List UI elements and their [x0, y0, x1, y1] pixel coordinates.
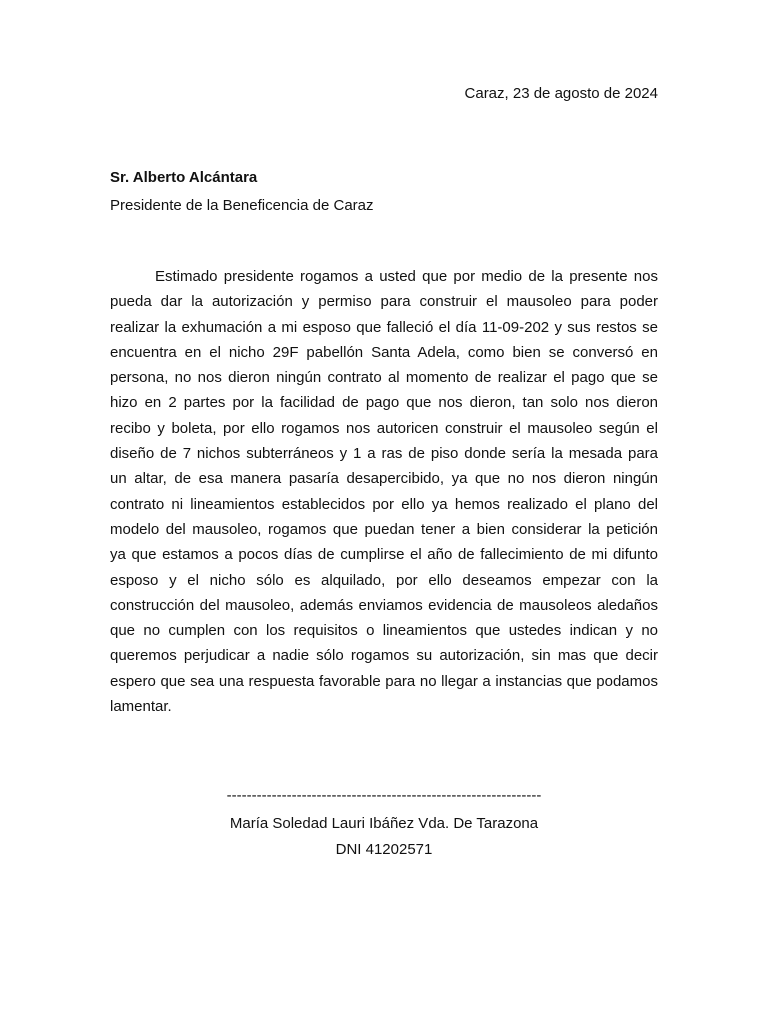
recipient-name: Sr. Alberto Alcántara — [110, 169, 258, 186]
date-line: Caraz, 23 de agosto de 2024 — [464, 85, 658, 102]
body-line: Estimado presidente rogamos a usted que por medio de la presente nos — [155, 268, 658, 285]
body-line: encuentra en el nicho 29F pabellón Santa Adela, como bien se conversó en — [110, 343, 658, 361]
body-line: contrato ni lineamientos establecidos por ello ya hemos realizado el plano del — [110, 495, 658, 513]
body-line: que no cumplen con los requisitos o lineamientos que ustedes indican y no — [110, 622, 658, 640]
recipient-title: Presidente de la Beneficencia de Caraz — [110, 197, 374, 214]
body-line: un altar, de esa manera pasaría desapercibido, ya que no nos dieron ningún — [110, 470, 658, 488]
body-line: espero que sea una respuesta favorable para no llegar a instancias que podamos — [110, 672, 658, 690]
body-line: recibo y boleta, por ello rogamos nos autoricen construir el mausoleo según el — [110, 419, 658, 437]
body-line: hizo en 2 partes por la facilidad de pago que nos dieron, tan solo nos dieron — [110, 394, 658, 412]
signatory-dni: DNI 41202571 — [335, 841, 433, 858]
signature-line: --------------------------------------------------------------- — [226, 787, 542, 804]
signatory-name: María Soledad Lauri Ibáñez Vda. De Tarazona — [229, 815, 539, 832]
body-line: esposo y el nicho sólo es alquilado, por ello deseamos empezar con la — [110, 571, 658, 589]
letter-body — [110, 264, 658, 719]
body-line: persona, no nos dieron ningún contrato al momento de realizar el pago que se — [110, 369, 658, 387]
body-line: modelo del mausoleo, rogamos que puedan tener a bien considerar la petición — [110, 520, 658, 538]
body-line: realizar la exhumación a mi esposo que falleció el día 11-09-202 y sus restos se — [110, 318, 658, 336]
body-line: construcción del mausoleo, además enviamos evidencia de mausoleos aledaños — [110, 596, 658, 614]
body-line: queremos perjudicar a nadie sólo rogamos su autorización, sin mas que decir — [110, 647, 658, 665]
body-line: diseño de 7 nichos subterráneos y 1 a ras de piso donde sería la mesada para — [110, 445, 658, 463]
body-line: pueda dar la autorización y permiso para construir el mausoleo para poder — [110, 293, 658, 311]
body-line: ya que estamos a pocos días de cumplirse el año de fallecimiento de mi difunto — [110, 546, 658, 564]
body-line: lamentar. — [110, 698, 172, 716]
